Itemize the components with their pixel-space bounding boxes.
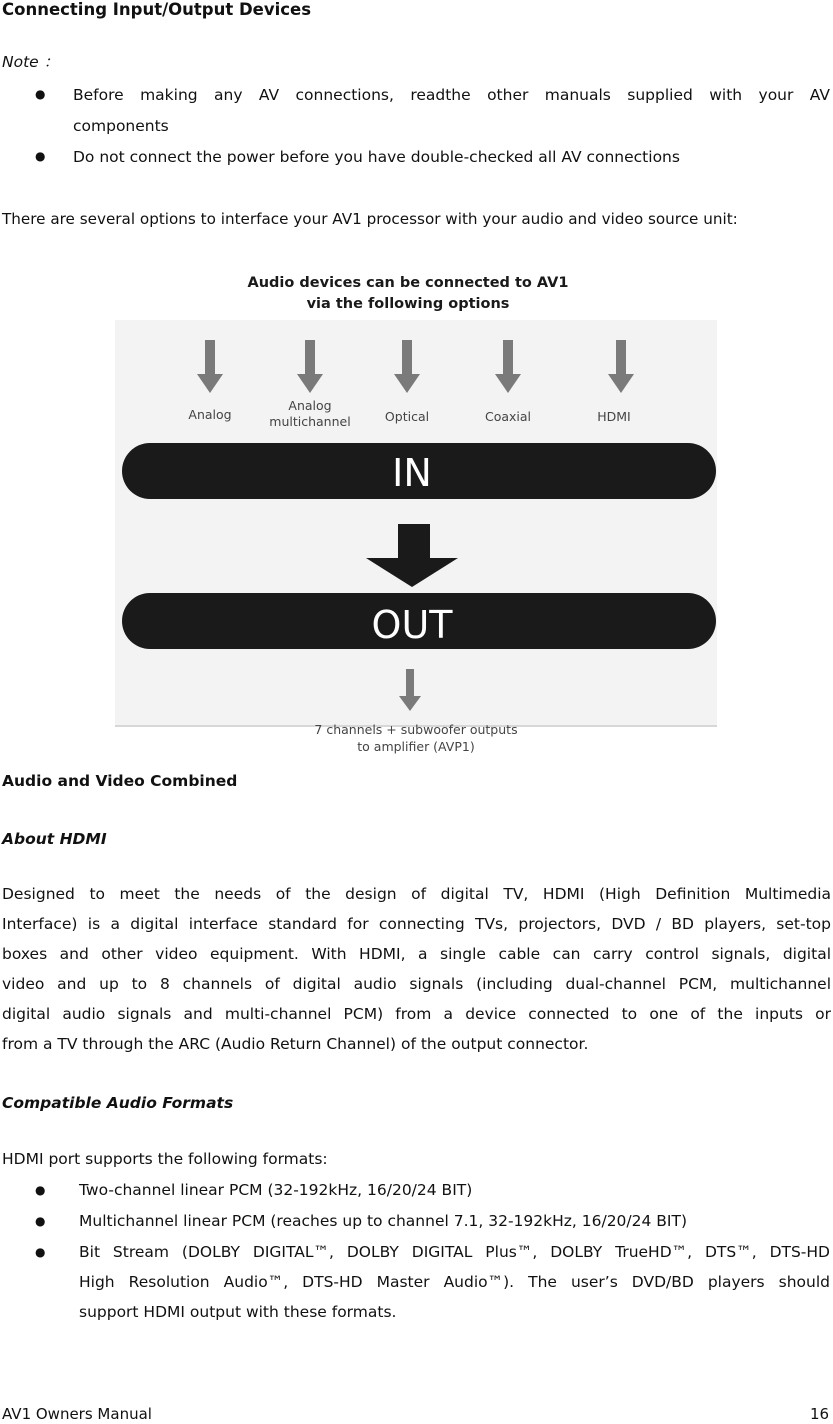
diagram-caption-line2: to amplifier (AVP1) <box>357 739 475 754</box>
in-label: IN <box>392 451 432 495</box>
diagram-title-line1: Audio devices can be connected to AV1 <box>247 275 569 291</box>
note-label: Note ： <box>2 53 60 71</box>
input-label-analog-multichannel-1: Analog <box>288 398 332 413</box>
about-line-1: Designed to meet the needs of the design of digital TV, HDMI (High Definition Multimedia <box>2 885 831 903</box>
about-line-6: from a TV through the ARC (Audio Return Channel) of the output connector. <box>2 1035 589 1053</box>
out-label: OUT <box>371 603 453 647</box>
diagram-caption-line1: 7 channels + subwoofer outputs <box>314 722 518 737</box>
page-number: 16 <box>810 1405 830 1423</box>
bullet-dot: ● <box>35 1245 46 1259</box>
input-label-analog-multichannel-2: multichannel <box>269 414 351 429</box>
about-hdmi-title: About HDMI <box>2 830 107 848</box>
intro-text: There are several options to interface your AV1 processor with your audio and video source unit: <box>2 210 738 228</box>
formats-intro: HDMI port supports the following formats: <box>2 1150 328 1168</box>
footer-title: AV1 Owners Manual <box>2 1405 152 1423</box>
audio-connection-diagram <box>0 260 833 760</box>
page-heading: Connecting Input/Output Devices <box>2 0 312 19</box>
input-label-optical: Optical <box>384 409 430 424</box>
format-bullet-2: Multichannel linear PCM (reaches up to channel 7.1, 32-192kHz, 16/20/24 BIT) <box>79 1212 688 1230</box>
bullet-dot: ● <box>35 1183 46 1197</box>
about-line-5: digital audio signals and multi-channel PCM) from a device connected to one of the inputs or <box>2 1005 831 1023</box>
format-bullet-3-line3: support HDMI output with these formats. <box>79 1303 397 1321</box>
input-label-coaxial: Coaxial <box>484 409 532 424</box>
input-label-hdmi: HDMI <box>597 409 631 424</box>
about-line-4: video and up to 8 channels of digital audio signals (including dual-channel PCM, multichannel <box>2 975 831 993</box>
note-bullet-1-line2: components <box>73 117 169 135</box>
about-line-3: boxes and other video equipment. With HDMI, a single cable can carry control signals, digital <box>2 945 831 963</box>
formats-title: Compatible Audio Formats <box>2 1094 234 1112</box>
note-bullet-1-line1: Before making any AV connections, readthe other manuals supplied with your AV <box>73 86 830 104</box>
diagram-title-line2: via the following options <box>306 296 510 312</box>
bullet-dot: ● <box>35 87 46 101</box>
section-title: Audio and Video Combined <box>2 772 238 790</box>
input-label-analog: Analog <box>188 407 232 422</box>
format-bullet-3-line1: Bit Stream (DOLBY DIGITAL™, DOLBY DIGITAL Plus™, DOLBY TrueHD™, DTS™, DTS-HD <box>79 1243 830 1261</box>
format-bullet-3-line2: High Resolution Audio™, DTS-HD Master Audio™). The user’s DVD/BD players should <box>79 1273 830 1291</box>
format-bullet-1: Two-channel linear PCM (32-192kHz, 16/20/24 BIT) <box>79 1181 473 1199</box>
bullet-dot: ● <box>35 149 46 163</box>
about-line-2: Interface) is a digital interface standard for connecting TVs, projectors, DVD / BD players, set-top <box>2 915 831 933</box>
bullet-dot: ● <box>35 1214 46 1228</box>
note-bullet-2: Do not connect the power before you have double-checked all AV connections <box>73 148 680 166</box>
